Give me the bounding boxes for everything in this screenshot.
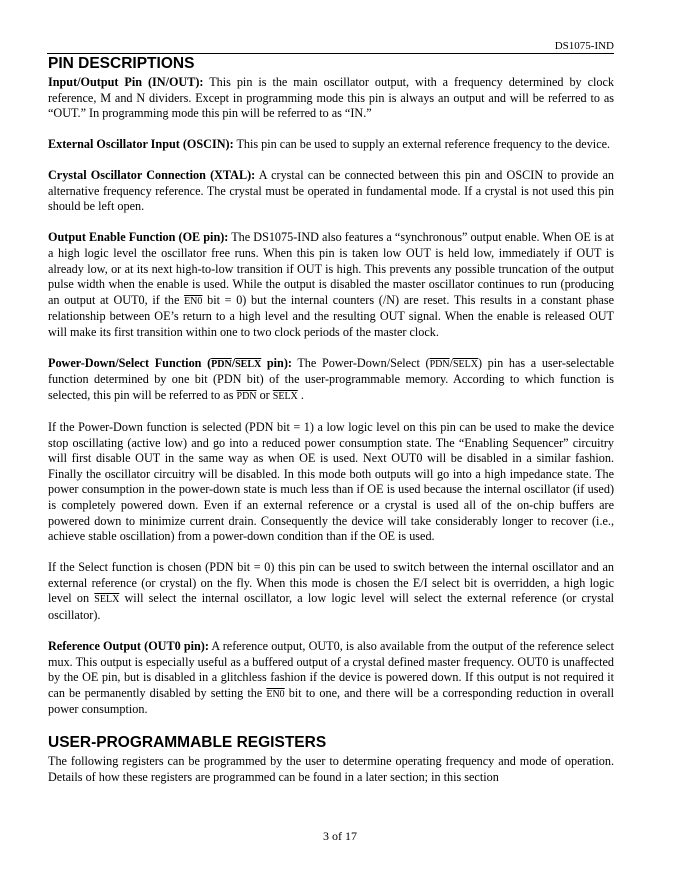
paragraph-label <box>48 356 292 370</box>
paragraph-text: A crystal can be connected between this pin and OSCIN to provide an alternative frequency reference. The crystal must be operated in fundamental mode. If a crystal is not used this pin should be left open. <box>48 168 615 214</box>
paragraph-label: Output Enable Function (OE pin): <box>48 230 229 245</box>
paragraph-text: will select the internal oscillator, a low logic level will select the external reference (or crystal oscillator). <box>48 591 614 622</box>
paragraph-text: If the Select function is chosen (PDN bit = 0) this pin can be used to switch between the internal oscillator and an external reference (or crystal) on the fly. When this mode is chosen the E/I select bit is overridden, a high logic level on <box>48 560 614 606</box>
paragraph-select-mode <box>48 560 614 623</box>
paragraph-text: bit to one, and there will be a corresponding reduction in overall power consumption. <box>48 685 614 717</box>
slash: / <box>449 355 453 370</box>
paragraph-text: . <box>300 388 304 403</box>
paragraph-text: or <box>256 388 273 403</box>
paragraph-oscin <box>48 137 614 153</box>
paragraph-label: Crystal Oscillator Connection (XTAL): <box>48 168 256 183</box>
paragraph-text: This pin can be used to supply an external reference frequency to the device. <box>233 137 611 152</box>
header-rule <box>47 53 614 54</box>
signal-selx: SELX <box>272 391 298 403</box>
paragraph-xtal <box>48 168 614 215</box>
paragraph-label: Input/Output Pin (IN/OUT): <box>48 75 204 89</box>
paragraph-power-down-mode: If the Power-Down function is selected (PDN bit = 1) a low logic level on this pin can be used to make the device stop oscillating (active low) and go into a reduced power consumption state. The “Enabling Sequencer” circuitry will first disable OUT in the same way as when OE is used. Next OUT0 will be disabled in a similar fashion. Finally the oscillator circuitry will be disabled. In this mode both outputs will go into a high impedance state. The power consumption in the power-down state is much less than if OE is used because the internal oscillator (if used) is completely powered down. Even if an external reference or a crystal is used all of the on-chip buffers are powered down to minimize current drain. Consequently the device will take considerably longer to recover (i.e., achieve stable oscillation) from a power-down condition than if the OE is used. <box>48 420 614 544</box>
section-title-pin-descriptions: PIN DESCRIPTIONS <box>48 55 195 72</box>
page-number: 3 of 17 <box>323 829 357 843</box>
paragraph-text: A reference output, OUT0, is also available from the output of the reference select mux. This output is especially useful as a buffered output of a crystal defined master frequency. OUT0 is unaffected by the OE pin, but is disabled in a glitchless fashion if the device is powered down. If this output is not required it can be permanently disabled by setting the <box>48 638 614 700</box>
label-part: pin): <box>261 355 292 370</box>
signal-en0: EN0 <box>184 295 203 307</box>
signal-selx: SELX <box>452 358 478 370</box>
paragraph-registers-intro: The following registers can be programmed by the user to determine operating frequency and mode of operation. Details of how these registers are programmed can be found in a later section; in this section <box>48 753 614 784</box>
signal-pdn: $\overline{PDN}$ <box>429 358 450 370</box>
section-title-user-registers: USER-PROGRAMMABLE REGISTERS <box>48 733 327 751</box>
signal-en0: EN0 <box>266 688 285 700</box>
label-part: Power-Down/Select Function ( <box>48 355 212 370</box>
paragraph-output-enable <box>48 230 614 340</box>
paragraph-power-down-select <box>48 356 614 405</box>
paragraph-text: ) pin has a user-selectable function determined by one bit (PDN bit) of the user-programmable memory. According to which function is selected, this pin will be referred to as <box>48 355 614 403</box>
signal-selx: SELX <box>94 594 120 606</box>
paragraph-label: Reference Output (OUT0 pin): <box>48 638 209 653</box>
paragraph-text: bit = 0) but the internal counters (/N) are reset. This results in a constant phase relationship between OE’s return to a high level and the resulting OUT signal. When the enable is released OUT will make its first transition within one to two clock periods of the master clock. <box>48 292 614 339</box>
paragraph-io-pin <box>48 75 614 122</box>
document-id: DS1075-IND <box>554 40 614 52</box>
signal-pdn: $\overline{PDN}$ <box>236 391 257 403</box>
signal-pdn: $\overline{PDN}$ <box>211 358 232 370</box>
paragraph-text: This pin is the main oscillator output, with a frequency determined by clock reference, M and N dividers. Except in programming mode this pin is always an output and will be referred to as “OUT.” In programming mode this pin will be referred to as “IN.” <box>48 75 614 121</box>
label-slash: / <box>231 355 236 370</box>
paragraph-text: The DS1075-IND also features a “synchronous” output enable. When OE is at a high logic level the oscillator free runs. When this pin is taken low OUT is held low, immediately if OUT is already low, or at its next high-to-low transition if OUT is high. This prevents any possible truncation of the output pulse width when the enable is used. While the output is disabled the master oscillator continues to run (producing an output at OUT0, if the <box>48 230 614 307</box>
paragraph-label: External Oscillator Input (OSCIN): <box>48 137 234 152</box>
paragraph-reference-output <box>48 639 614 718</box>
page-body <box>48 55 614 785</box>
paragraph-text: The Power-Down/Select ( <box>291 355 430 370</box>
signal-selx: SELX <box>235 358 262 370</box>
